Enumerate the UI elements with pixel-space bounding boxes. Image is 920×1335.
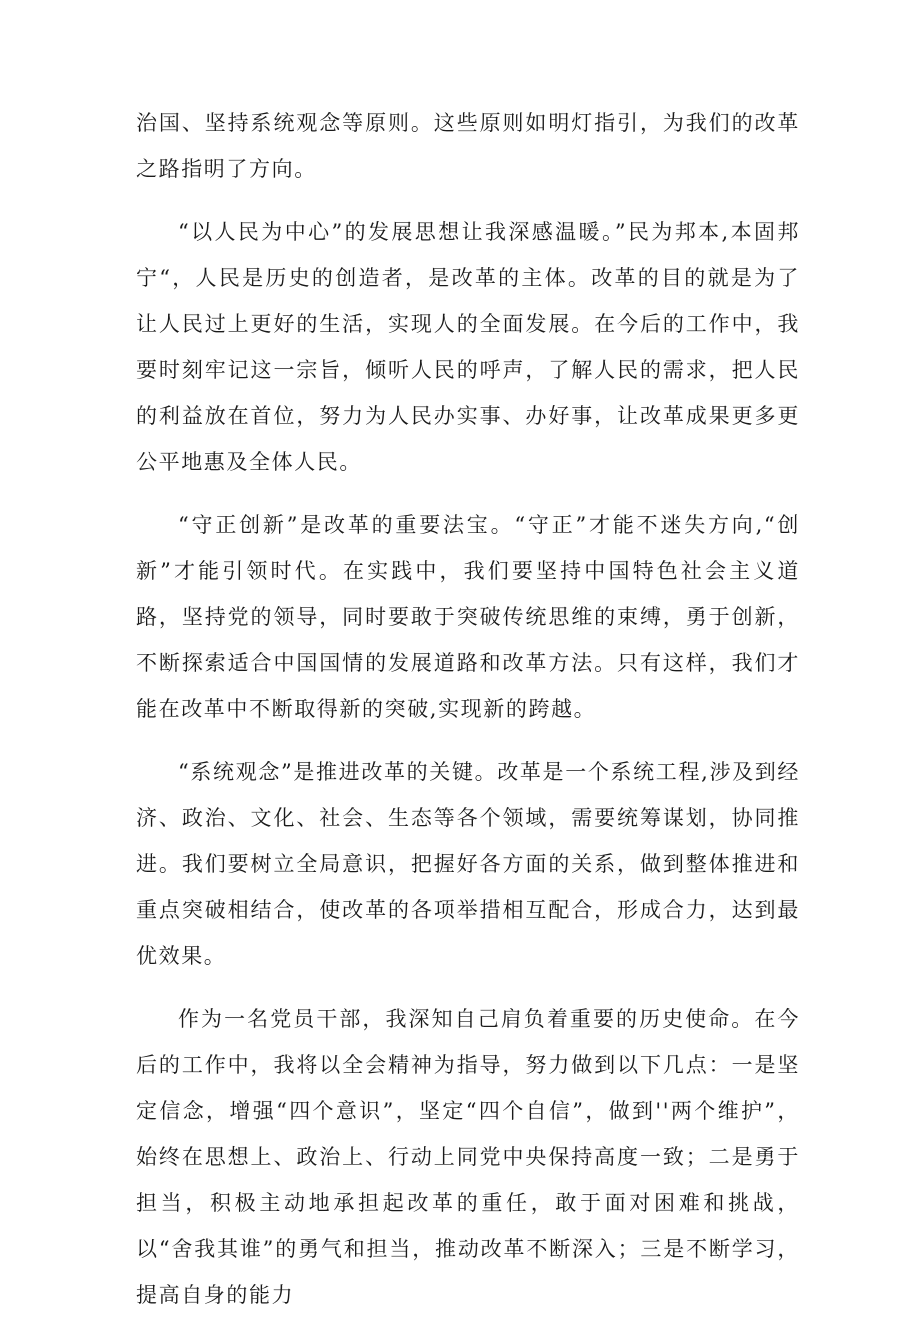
paragraph-people-centered: “以人民为中心”的发展思想让我深感温暖。”民为邦本,本固邦宁“，人民是历史的创造者，是改革的主体。改革的目的就是为了让人民过上更好的生活，实现人的全面发展。在今后的工作中，我要时刻牢记这一宗旨，倾听人民的呼声，了解人民的需求，把人民的利益放在首位，努力为人民办实事、办好事，让改革成果更多更公平地惠及全体人民。: [136, 220, 800, 474]
document-body: [136, 100, 800, 1335]
paragraph-continuation: 治国、坚持系统观念等原则。这些原则如明灯指引，为我们的改革之路指明了方向。: [136, 111, 800, 181]
paragraph-innovation: “守正创新”是改革的重要法宝。“守正”才能不迷失方向,“创新”才能引领时代。在实践中，我们要坚持中国特色社会主义道路，坚持党的领导，同时要敢于突破传统思维的束缚，勇于创新，不断探索适合中国国情的发展道路和改革方法。只有这样，我们才能在改革中不断取得新的突破,实现新的跨越。: [136, 513, 800, 721]
paragraph-commitments: 作为一名党员干部，我深知自己肩负着重要的历史使命。在今后的工作中，我将以全会精神为指导，努力做到以下几点：一是坚定信念，增强“四个意识”，坚定“四个自信”，做到''两个维护”，始终在思想上、政治上、行动上同党中央保持高度一致；二是勇于担当，积极主动地承担起改革的重任，敢于面对困难和挑战，以“舍我其谁”的勇气和担当，推动改革不断深入；三是不断学习，提高自身的能力: [136, 1007, 800, 1307]
paragraph-systems-thinking: “系统观念”是推进改革的关键。改革是一个系统工程,涉及到经济、政治、文化、社会、生态等各个领域，需要统筹谋划，协同推进。我们要树立全局意识，把握好各方面的关系，做到整体推进和重点突破相结合，使改革的各项举措相互配合，形成合力，达到最优效果。: [136, 760, 800, 968]
